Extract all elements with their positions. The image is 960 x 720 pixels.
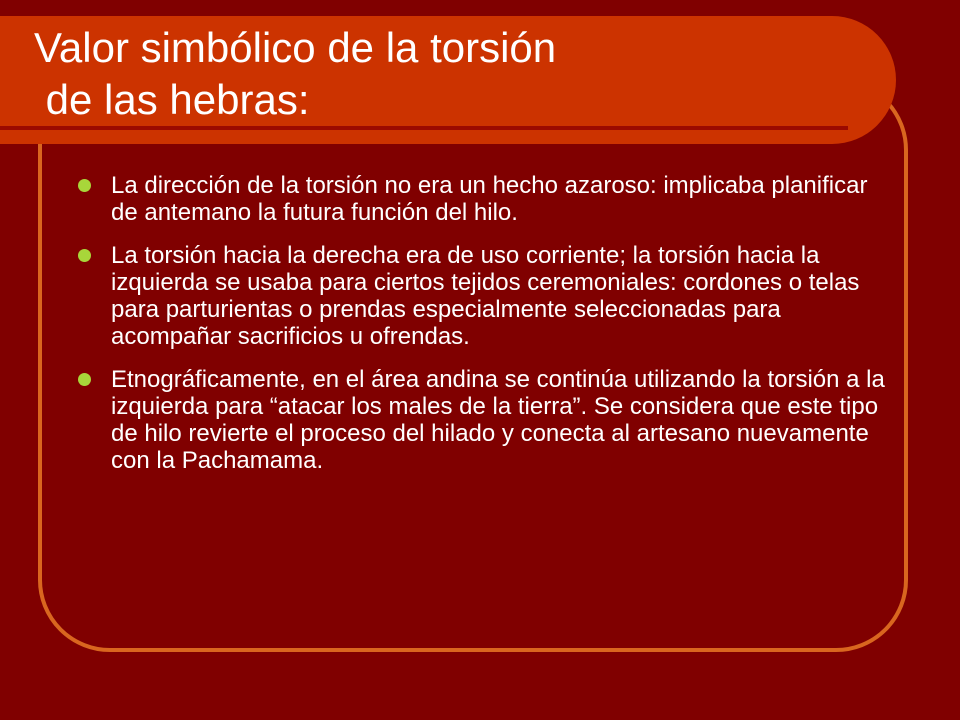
bullet-dot-icon (78, 179, 91, 192)
bullet-item (78, 172, 898, 226)
bullet-list (78, 172, 898, 490)
bullet-dot-icon (78, 249, 91, 262)
slide-title: Valor simbólico de la torsión de las hebras: (34, 24, 557, 123)
bullet-item (78, 366, 898, 474)
bullet-text: Etnográficamente, en el área andina se continúa utilizando la torsión a la izquierda para “atacar los males de la tierra”. Se considera que este tipo de hilo revierte el proceso del hilado y conecta al artesano nuevamente con la Pachamama. (111, 366, 885, 474)
bullet-text: La dirección de la torsión no era un hecho azaroso: implicaba planificar de antemano la futura función del hilo. (111, 172, 868, 226)
bullet-dot-icon (78, 373, 91, 386)
title-underline (0, 126, 848, 130)
bullet-text: La torsión hacia la derecha era de uso corriente; la torsión hacia la izquierda se usaba para ciertos tejidos ceremoniales: cordones o telas para parturientas o prendas especialmente seleccionadas para acompañar sacrificios u ofrendas. (111, 242, 860, 350)
bullet-item (78, 242, 898, 350)
